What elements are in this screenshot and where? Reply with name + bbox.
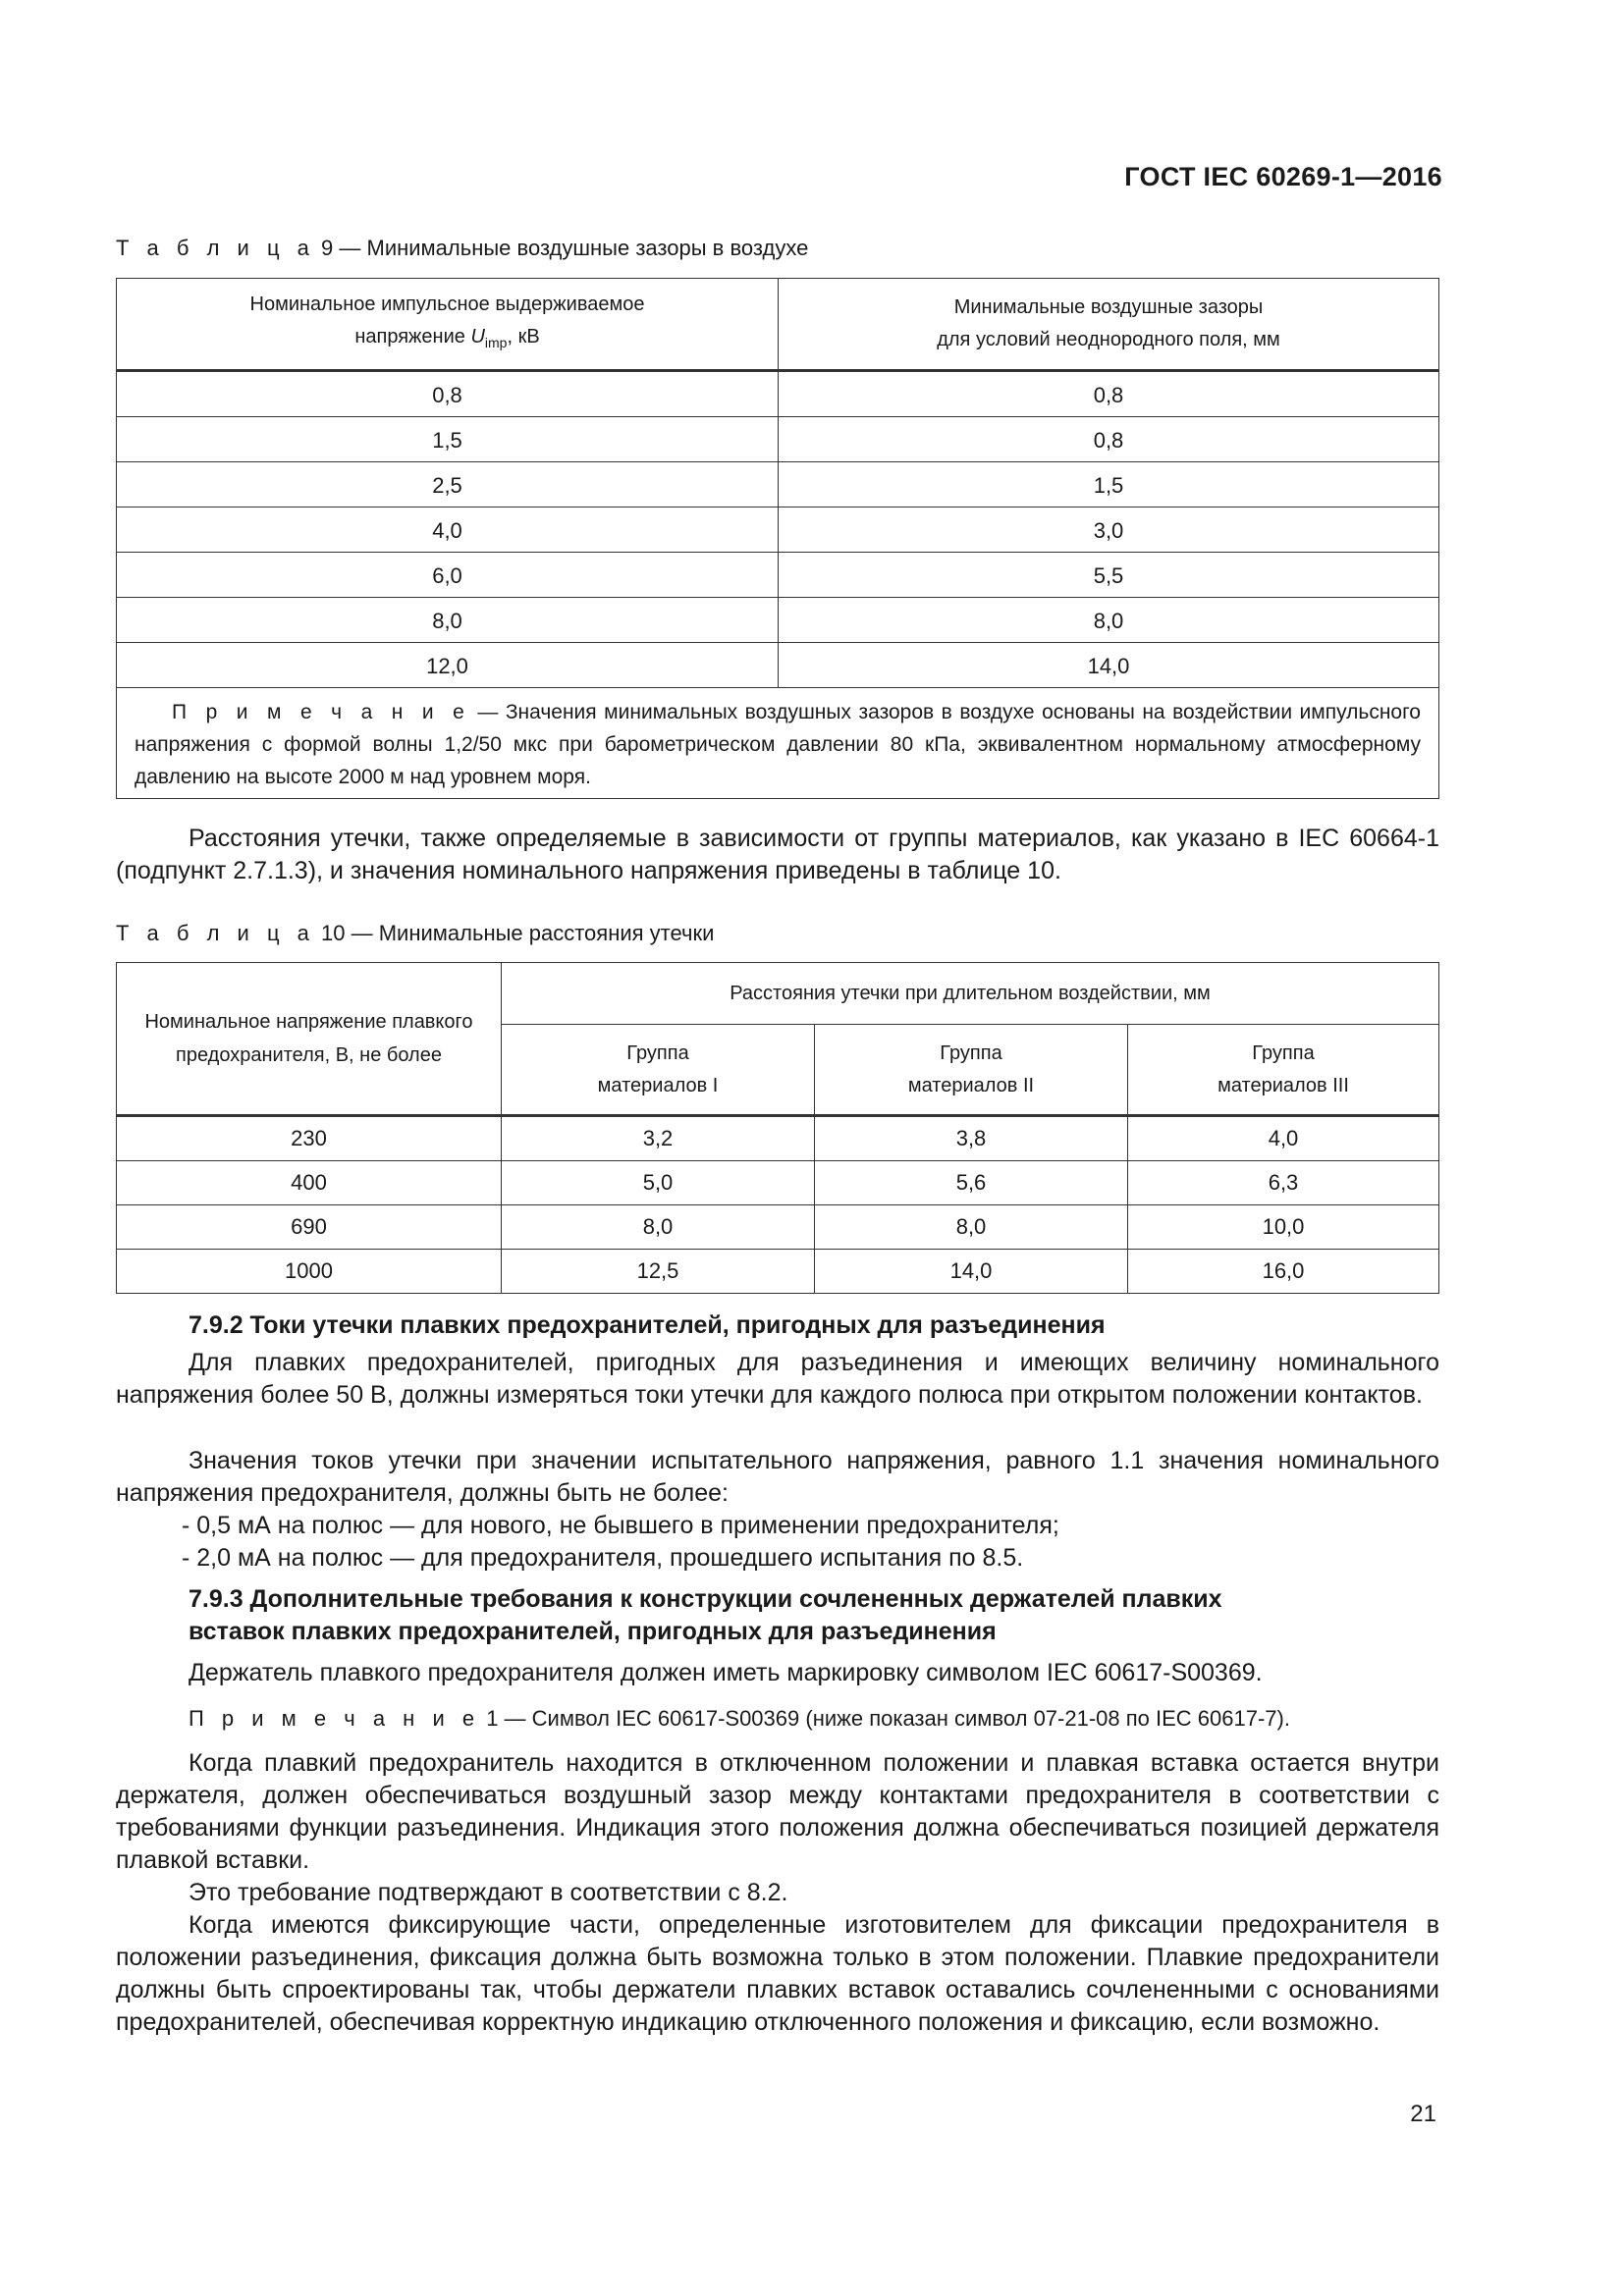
header-cell-group-2 bbox=[815, 1025, 1128, 1116]
table-cell: 3,0 bbox=[779, 507, 1439, 553]
note-prefix: П р и м е ч а н и е bbox=[189, 1706, 481, 1731]
section-7-9-2-paragraph-1: Для плавких предохранителей, пригодных для разъединения и имеющих величину номинального напряжения более 50 В, должны измеряться токи утечки для каждого полюса при открытом положении контактов. bbox=[116, 1349, 1439, 1409]
table-cell: 0,8 bbox=[117, 371, 779, 417]
section-7-9-3-paragraph-1: Держатель плавкого предохранителя должен иметь маркировку символом IEC 60617-S00369. bbox=[189, 1659, 1263, 1686]
table-cell: 1,5 bbox=[117, 417, 779, 462]
header-text: предохранителя, В, не более bbox=[176, 1044, 442, 1066]
table-9-caption bbox=[116, 236, 808, 261]
document-header: ГОСТ IEC 60269-1—2016 bbox=[1124, 162, 1442, 191]
table-cell: 400 bbox=[117, 1161, 502, 1205]
header-cell-clearance bbox=[779, 279, 1439, 371]
table-cell: 4,0 bbox=[117, 507, 779, 553]
section-7-9-2-paragraph-2: Значения токов утечки при значении испытательного напряжения, равного 1.1 значения номинального напряжения предохранителя, должны быть не более: bbox=[116, 1447, 1439, 1507]
section-7-9-2-heading: 7.9.2 Токи утечки плавких предохранителей, пригодных для разъединения bbox=[189, 1311, 1106, 1339]
caption-text: 9 — Минимальные воздушные зазоры в воздухе bbox=[314, 236, 809, 260]
section-7-9-3-heading-cont bbox=[189, 1616, 997, 1648]
header-text: материалов II bbox=[907, 1074, 1035, 1096]
caption-prefix: Т а б л и ц а bbox=[116, 921, 315, 945]
table-cell: 4,0 bbox=[1128, 1116, 1439, 1161]
section-7-9-3-paragraph-3: Это требование подтверждают в соответствии с 8.2. bbox=[189, 1879, 788, 1906]
table-row bbox=[117, 598, 1439, 643]
caption-text: 10 — Минимальные расстояния утечки bbox=[314, 921, 715, 945]
heading-line: 7.9.3 Дополнительные требования к конструкции сочлененных держателей плавких bbox=[189, 1585, 1222, 1613]
header-cell-voltage bbox=[117, 963, 502, 1116]
table-row bbox=[117, 553, 1439, 598]
table-row bbox=[117, 371, 1439, 417]
table-header-row bbox=[117, 963, 1439, 1025]
header-text-part: напряжение bbox=[354, 326, 471, 347]
table-row bbox=[117, 1205, 1439, 1250]
page-number: 21 bbox=[1410, 2101, 1436, 2127]
table-cell: 2,5 bbox=[117, 462, 779, 507]
table-cell: 14,0 bbox=[779, 643, 1439, 688]
table-cell: 0,8 bbox=[779, 417, 1439, 462]
table-10 bbox=[116, 962, 1439, 1294]
table-cell: 12,5 bbox=[502, 1250, 815, 1294]
table-cell: 8,0 bbox=[779, 598, 1439, 643]
table-cell: 8,0 bbox=[502, 1205, 815, 1250]
table-cell: 6,3 bbox=[1128, 1161, 1439, 1205]
table-note bbox=[117, 688, 1439, 799]
note-prefix: П р и м е ч а н и е bbox=[172, 701, 470, 723]
table-cell: 5,6 bbox=[815, 1161, 1128, 1205]
header-cell-group-1 bbox=[502, 1025, 815, 1116]
table-cell: 5,0 bbox=[502, 1161, 815, 1205]
table-cell: 1,5 bbox=[779, 462, 1439, 507]
table-cell: 690 bbox=[117, 1205, 502, 1250]
header-text: Номинальное напряжение плавкого bbox=[144, 1011, 473, 1033]
table-cell: 10,0 bbox=[1128, 1205, 1439, 1250]
header-text-part: , кВ bbox=[507, 326, 540, 347]
table-cell: 14,0 bbox=[815, 1250, 1128, 1294]
table-cell: 16,0 bbox=[1128, 1250, 1439, 1294]
header-cell-group-3 bbox=[1128, 1025, 1439, 1116]
table-cell: 8,0 bbox=[815, 1205, 1128, 1250]
header-text bbox=[117, 321, 778, 359]
section-7-9-3-note bbox=[189, 1706, 1290, 1732]
table-row bbox=[117, 462, 1439, 507]
header-text: Группа bbox=[626, 1041, 689, 1064]
table-cell: 12,0 bbox=[117, 643, 779, 688]
symbol-subscript: imp bbox=[484, 335, 508, 350]
heading-line: вставок плавких предохранителей, пригодных для разъединения bbox=[189, 1618, 997, 1645]
note-text: — Значения минимальных воздушных зазоров в воздухе основаны на воздействии импульсного напряжения с формой волны 1,2/50 мкс при барометрическом давлении 80 кПа, эквивалентном нормальному атмосферному давлению на высоте 2000 м над уровнем моря. bbox=[135, 701, 1421, 788]
table-row bbox=[117, 417, 1439, 462]
list-item: - 0,5 мА на полюс — для нового, не бывшего в применении предохранителя; bbox=[182, 1512, 1059, 1539]
table-cell: 1000 bbox=[117, 1250, 502, 1294]
symbol-u: U bbox=[470, 326, 485, 347]
header-text: Минимальные воздушные зазоры bbox=[953, 296, 1264, 318]
table-cell: 0,8 bbox=[779, 371, 1439, 417]
table-row bbox=[117, 1161, 1439, 1205]
header-text: материалов III bbox=[1217, 1074, 1349, 1096]
table-cell: 8,0 bbox=[117, 598, 779, 643]
table-cell: 230 bbox=[117, 1116, 502, 1161]
table-row bbox=[117, 1116, 1439, 1161]
paragraph-creepage: Расстояния утечки, также определяемые в зависимости от группы материалов, как указано в IEC 60664-1 (подпункт 2.7.1.3), и значения номинального напряжения приведены в таблице 10. bbox=[116, 825, 1439, 884]
table-row bbox=[117, 643, 1439, 688]
table-9 bbox=[116, 278, 1439, 799]
section-7-9-3-paragraph-2: Когда плавкий предохранитель находится в отключенном положении и плавкая вставка остается внутри держателя, должен обеспечиваться воздушный зазор между контактами предохранителя в соответствии с требованиями функции разъединения. Индикация этого положения должна обеспечиваться позицией держателя плавкой вставки. bbox=[116, 1749, 1439, 1874]
note-text: 1 — Символ IEC 60617-S00369 (ниже показан символ 07-21-08 по IEC 60617-7). bbox=[480, 1706, 1290, 1731]
header-text: для условий неоднородного поля, мм bbox=[937, 329, 1280, 350]
section-7-9-3-paragraph-4: Когда имеются фиксирующие части, определенные изготовителем для фиксации предохранителя в положении разъединения, фиксация должна быть возможна только в этом положении. Плавкие предохранители должны быть спроектированы так, чтобы держатели плавких вставок оставались сочлененными с основаниями предохранителей, обеспечивая корректную индикацию отключенного положения и фиксацию, если возможно. bbox=[116, 1911, 1439, 2036]
table-10-caption bbox=[116, 921, 714, 946]
section-7-9-3-heading bbox=[189, 1583, 1222, 1616]
list-item: - 2,0 мА на полюс — для предохранителя, прошедшего испытания по 8.5. bbox=[182, 1544, 1024, 1572]
caption-prefix: Т а б л и ц а bbox=[116, 236, 315, 260]
table-cell: 3,2 bbox=[502, 1116, 815, 1161]
table-cell: 5,5 bbox=[779, 553, 1439, 598]
table-cell: 3,8 bbox=[815, 1116, 1128, 1161]
table-cell: 6,0 bbox=[117, 553, 779, 598]
header-text: материалов I bbox=[597, 1074, 719, 1096]
header-text: Номинальное импульсное выдерживаемое bbox=[249, 294, 645, 315]
header-cell-creepage: Расстояния утечки при длительном воздействии, мм bbox=[502, 963, 1439, 1025]
header-text: Группа bbox=[940, 1041, 1002, 1064]
header-text: Группа bbox=[1252, 1041, 1315, 1064]
table-note-row bbox=[117, 688, 1439, 799]
table-row bbox=[117, 1250, 1439, 1294]
table-header-row bbox=[117, 279, 1439, 371]
header-cell-voltage bbox=[117, 279, 779, 371]
table-row bbox=[117, 507, 1439, 553]
